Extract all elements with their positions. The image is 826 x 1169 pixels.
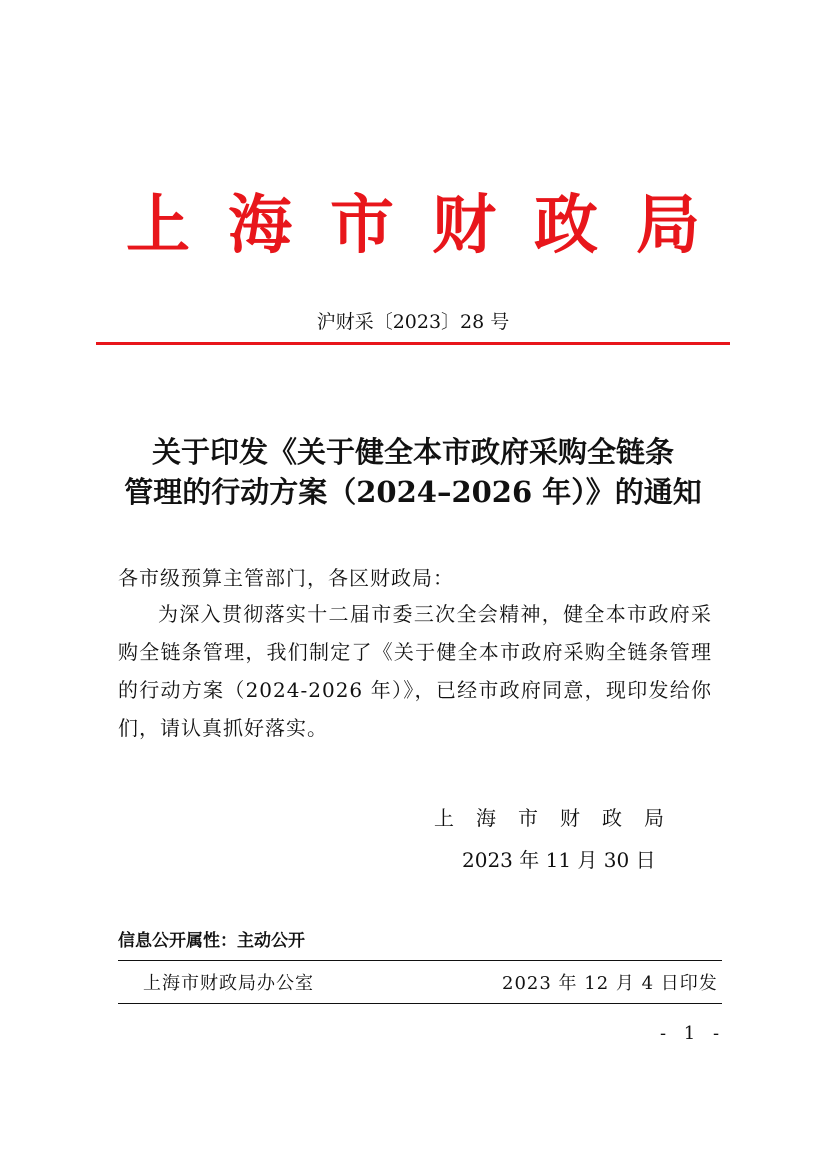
document-title: [60, 432, 766, 512]
title-line-2: 管理的行动方案（2024–2026 年）》的通知: [124, 475, 702, 509]
title-line-1: 关于印发《关于健全本市政府采购全链条: [151, 435, 674, 469]
red-divider: [96, 342, 730, 345]
signature-organization: 上海市财政局: [434, 806, 686, 830]
disclosure-attribute: 信息公开属性：主动公开: [118, 931, 305, 951]
addressee: 各市级预算主管部门，各区财政局：: [118, 566, 454, 590]
footer-rule-bottom: [118, 1003, 722, 1004]
footer-rule-top: [118, 960, 722, 961]
issuing-office: 上海市财政局办公室: [143, 973, 314, 994]
masthead-title: 上海市财政局: [126, 188, 738, 263]
print-date: 2023 年 12 月 4 日印发: [502, 973, 718, 994]
body-paragraph: 为深入贯彻落实十二届市委三次全会精神，健全本市政府采购全链条管理，我们制定了《关于健全本市政府采购全链条管理的行动方案（2024-2026 年）》，已经市政府同意，现印发给你们，请认真抓好落实。: [118, 602, 712, 740]
page-number: - 1 -: [660, 1023, 726, 1044]
document-number: 沪财采〔2023〕28 号: [316, 311, 510, 333]
signature-date: 2023 年 11 月 30 日: [462, 848, 656, 872]
